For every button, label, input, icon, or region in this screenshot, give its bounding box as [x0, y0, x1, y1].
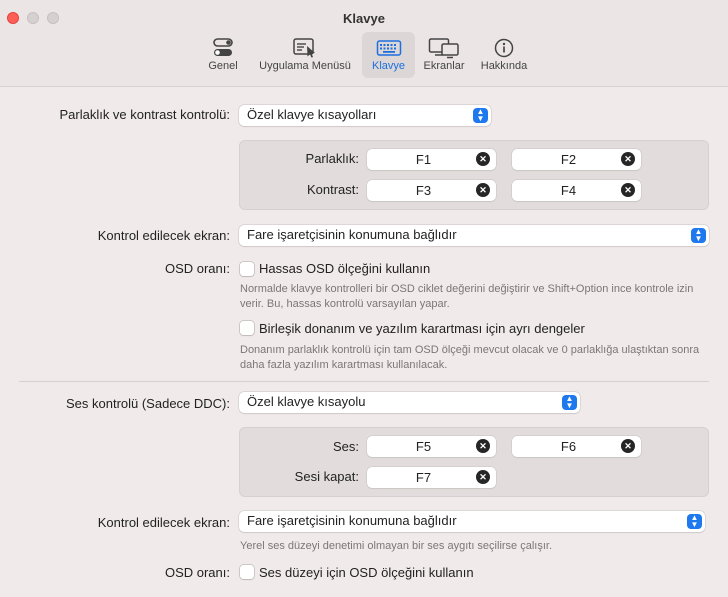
separate-dimming-label: Birleşik donanım ve yazılım karartması için ayrı dengeler	[259, 321, 585, 336]
select-value: Özel klavye kısayolu	[247, 394, 366, 409]
separate-dimming-checkbox[interactable]	[240, 321, 254, 335]
menu-cursor-icon	[292, 37, 318, 59]
tab-genel[interactable]	[203, 32, 243, 78]
shortcut-value: F6	[560, 439, 577, 454]
clear-icon[interactable]: ✕	[476, 152, 490, 166]
brightness-down-shortcut-field[interactable]	[367, 149, 496, 170]
ses-label: Ses:	[332, 439, 359, 454]
separate-dimming-note: Donanım parlaklık kontrolü için tam OSD ölçeği mevcut olacak ve 0 parlaklığa ulaştıktan sonra daha fazla yazılım karartması kullanılacak.	[240, 344, 700, 371]
audio-control-select[interactable]	[239, 392, 580, 413]
fine-osd-note: Normalde klavye kontrolleri bir OSD ciklet değerini değiştirir ve Shift+Option ince kontrole izin verir. Bu, hassas kontrolü varsayılan yapar.	[240, 283, 694, 310]
tab-label: Hakkında	[480, 60, 528, 72]
displays-icon	[428, 37, 460, 59]
chevron-updown-icon: ▲ ▼	[691, 228, 706, 243]
select-value: Fare işaretçisinin konumuna bağlıdır	[247, 513, 457, 528]
chevron-updown-icon: ▲ ▼	[562, 395, 577, 410]
brightness-up-shortcut-field[interactable]	[512, 149, 641, 170]
fine-osd-checkbox[interactable]	[240, 262, 254, 276]
audio-osd-check-label: Ses düzeyi için OSD ölçeğini kullanın	[259, 565, 474, 580]
brightness-screen-select[interactable]	[239, 225, 709, 246]
tab-label: Uygulama Menüsü	[259, 60, 351, 72]
brightness-screen-label: Kontrol edilecek ekran:	[97, 228, 230, 243]
audio-screen-label: Kontrol edilecek ekran:	[97, 515, 230, 530]
tab-label: Genel	[208, 60, 238, 72]
contrast-up-shortcut-field[interactable]	[512, 180, 641, 201]
clear-icon[interactable]: ✕	[476, 439, 490, 453]
clear-icon[interactable]: ✕	[621, 183, 635, 197]
volume-down-shortcut-field[interactable]	[367, 436, 496, 457]
audio-screen-select[interactable]	[239, 511, 705, 532]
chevron-updown-icon: ▲ ▼	[473, 108, 488, 123]
kontrast-label: Kontrast:	[306, 182, 359, 197]
shortcut-value: F5	[415, 439, 432, 454]
tab-label: Klavye	[371, 60, 406, 72]
contrast-down-shortcut-field[interactable]	[367, 180, 496, 201]
tab-hakkinda[interactable]	[476, 32, 532, 78]
title-bar	[0, 0, 728, 87]
section-divider	[19, 381, 709, 382]
shortcut-value: F3	[415, 183, 432, 198]
shortcut-value: F4	[560, 183, 577, 198]
shortcut-value: F2	[560, 152, 577, 167]
brightness-osd-label: OSD oranı:	[164, 261, 230, 276]
info-icon	[491, 37, 517, 59]
toggle-switches-icon	[210, 37, 236, 59]
mute-shortcut-field[interactable]	[367, 467, 496, 488]
clear-icon[interactable]: ✕	[476, 183, 490, 197]
select-value: Özel klavye kısayolları	[247, 107, 377, 122]
clear-icon[interactable]: ✕	[621, 439, 635, 453]
shortcut-value: F7	[415, 470, 432, 485]
audio-osd-label: OSD oranı:	[164, 565, 230, 580]
window-title: Klavye	[343, 11, 385, 26]
audio-screen-note: Yerel ses düzeyi denetimi olmayan bir ses aygıtı seçilirse çalışır.	[240, 540, 553, 552]
audio-control-label: Ses kontrolü (Sadece DDC):	[65, 396, 230, 411]
tab-label: Ekranlar	[423, 60, 465, 72]
clear-icon[interactable]: ✕	[621, 152, 635, 166]
volume-up-shortcut-field[interactable]	[512, 436, 641, 457]
clear-icon[interactable]: ✕	[476, 470, 490, 484]
fine-osd-label: Hassas OSD ölçeğini kullanın	[259, 261, 431, 276]
keyboard-icon	[376, 37, 402, 59]
tab-ekranlar[interactable]	[420, 32, 468, 78]
audio-osd-checkbox[interactable]	[240, 565, 254, 579]
mute-label: Sesi kapat:	[294, 469, 359, 484]
brightness-control-label: Parlaklık ve kontrast kontrolü:	[59, 107, 230, 122]
parlaklik-label: Parlaklık:	[305, 151, 359, 166]
shortcut-value: F1	[415, 152, 432, 167]
tab-uygulama-menusu[interactable]	[254, 32, 356, 78]
tab-klavye[interactable]	[362, 32, 415, 78]
select-value: Fare işaretçisinin konumuna bağlıdır	[247, 227, 457, 242]
chevron-updown-icon: ▲ ▼	[687, 514, 702, 529]
brightness-control-select[interactable]	[239, 105, 491, 126]
